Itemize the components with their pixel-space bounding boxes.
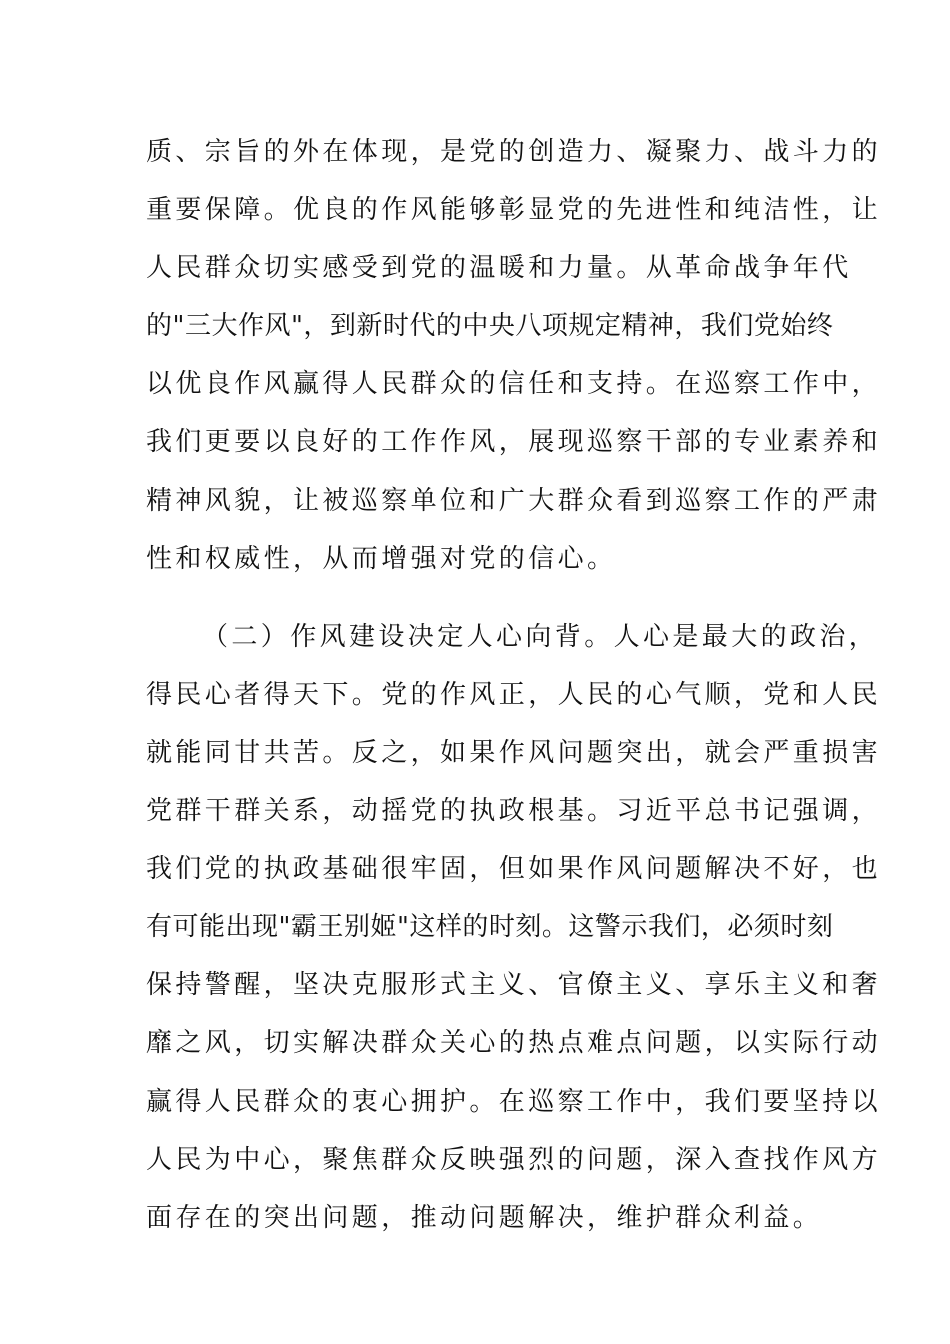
paragraph-heading-line: （二）作风建设决定人心向背。人心是最大的政治，	[202, 621, 879, 652]
text-line: 得民心者得天下。党的作风正，人民的心气顺，党和人民	[146, 679, 882, 710]
document-body	[146, 128, 882, 1252]
text-line: 党群干群关系，动摇党的执政根基。习近平总书记强调，	[146, 796, 882, 827]
text-line: 我们更要以良好的工作作风，展现巡察干部的专业素养和	[146, 427, 882, 458]
text-line: 质、宗旨的外在体现，是党的创造力、凝聚力、战斗力的	[146, 137, 882, 167]
text-line: 靡之风，切实解决群众关心的热点难点问题，以实际行动	[146, 1028, 882, 1059]
text-line: 以优良作风赢得人民群众的信任和支持。在巡察工作中，	[146, 369, 882, 400]
text-line: 精神风貌，让被巡察单位和广大群众看到巡察工作的严肃	[146, 485, 882, 516]
text-line: 人民为中心，聚焦群众反映强烈的问题，深入查找作风方	[146, 1144, 882, 1175]
text-line: 就能同甘共苦。反之，如果作风问题突出，就会严重损害	[146, 737, 882, 768]
text-line: 的"三大作风"，到新时代的中央八项规定精神，我们党始终	[146, 311, 834, 342]
paragraph-gap	[146, 593, 811, 613]
paragraph-1	[146, 128, 882, 593]
text-line: 性和权威性，从而增强对党的信心。	[146, 543, 617, 574]
text-line: 重要保障。优良的作风能够彰显党的先进性和纯洁性，让	[146, 195, 882, 226]
paragraph-2	[146, 613, 882, 1252]
text-line: 我们党的执政基础很牢固，但如果作风问题解决不好，也	[146, 854, 882, 885]
text-line: 面存在的突出问题，推动问题解决，维护群众利益。	[146, 1202, 823, 1233]
text-line: 人民群众切实感受到党的温暖和力量。从革命战争年代	[146, 253, 852, 284]
text-line: 有可能出现"霸王别姬"这样的时刻。这警示我们，必须时刻	[146, 912, 834, 943]
text-line: 赢得人民群众的衷心拥护。在巡察工作中，我们要坚持以	[146, 1086, 882, 1117]
text-line: 保持警醒，坚决克服形式主义、官僚主义、享乐主义和奢	[146, 970, 882, 1001]
